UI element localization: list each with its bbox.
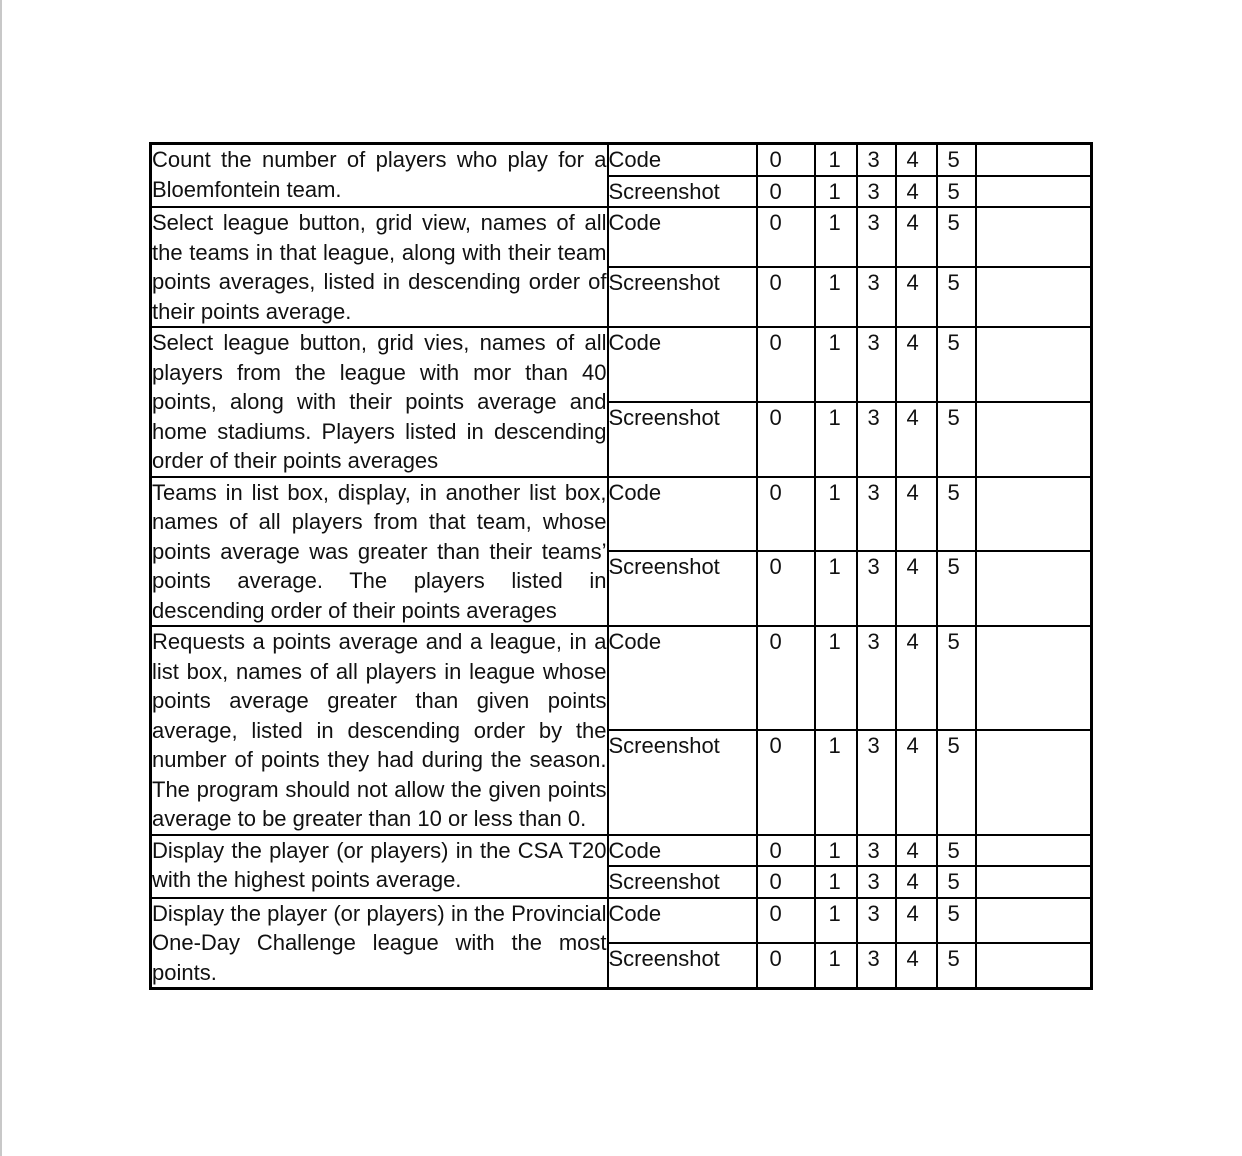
score-option[interactable]: 0 [757,835,815,867]
score-option[interactable]: 4 [896,402,937,477]
score-option[interactable]: 1 [815,176,857,208]
mark-cell[interactable] [976,327,1092,402]
score-option[interactable]: 5 [937,402,976,477]
evidence-type: Code [608,477,757,552]
mark-cell[interactable] [976,551,1092,626]
criterion-row [151,626,1092,730]
score-option[interactable]: 5 [937,835,976,867]
criterion-description: Display the player (or players) in the CSA T20 with the highest points average. [151,835,608,898]
marking-rubric-table [149,142,1093,990]
mark-cell[interactable] [976,866,1092,898]
mark-cell[interactable] [976,730,1092,834]
score-option[interactable]: 0 [757,176,815,208]
criterion-description: Requests a points average and a league, in a list box, names of all players in league whose points average greater than given points average, listed in descending order by the number of points they had during the season. The program should not allow the given points average to be greater than 10 or less than 0. [151,626,608,835]
score-option[interactable]: 0 [757,402,815,477]
score-option[interactable]: 1 [815,207,857,267]
evidence-type: Code [608,626,757,730]
score-option[interactable]: 4 [896,176,937,208]
score-option[interactable]: 1 [815,730,857,834]
score-option[interactable]: 0 [757,898,815,943]
evidence-type: Code [608,898,757,943]
score-option[interactable]: 3 [857,943,896,989]
score-option[interactable]: 3 [857,144,896,176]
evidence-type: Screenshot [608,866,757,898]
mark-cell[interactable] [976,144,1092,176]
criterion-row [151,144,1092,176]
mark-cell[interactable] [976,267,1092,327]
score-option[interactable]: 0 [757,943,815,989]
rubric-body [151,144,1092,989]
score-option[interactable]: 3 [857,176,896,208]
score-option[interactable]: 4 [896,835,937,867]
score-option[interactable]: 1 [815,898,857,943]
criterion-row [151,835,1092,867]
score-option[interactable]: 3 [857,477,896,552]
score-option[interactable]: 3 [857,626,896,730]
score-option[interactable]: 1 [815,551,857,626]
score-option[interactable]: 0 [757,207,815,267]
evidence-type: Code [608,327,757,402]
evidence-type: Screenshot [608,943,757,989]
score-option[interactable]: 0 [757,477,815,552]
score-option[interactable]: 4 [896,626,937,730]
score-option[interactable]: 4 [896,477,937,552]
mark-cell[interactable] [976,477,1092,552]
score-option[interactable]: 5 [937,898,976,943]
score-option[interactable]: 5 [937,626,976,730]
score-option[interactable]: 3 [857,551,896,626]
score-option[interactable]: 1 [815,943,857,989]
criterion-description: Select league button, grid view, names of all the teams in that league, along with their team points averages, listed in descending order of their points average. [151,207,608,327]
score-option[interactable]: 3 [857,207,896,267]
evidence-type: Screenshot [608,267,757,327]
criterion-row [151,207,1092,267]
score-option[interactable]: 5 [937,551,976,626]
score-option[interactable]: 5 [937,943,976,989]
mark-cell[interactable] [976,943,1092,989]
mark-cell[interactable] [976,898,1092,943]
score-option[interactable]: 0 [757,866,815,898]
score-option[interactable]: 1 [815,144,857,176]
score-option[interactable]: 4 [896,551,937,626]
evidence-type: Screenshot [608,730,757,834]
score-option[interactable]: 5 [937,477,976,552]
criterion-description: Select league button, grid vies, names of all players from the league with mor than 40 points, along with their points average and home stadiums. Players listed in descending order of their points averages [151,327,608,477]
score-option[interactable]: 3 [857,267,896,327]
score-option[interactable]: 1 [815,477,857,552]
score-option[interactable]: 5 [937,207,976,267]
score-option[interactable]: 3 [857,866,896,898]
criterion-description: Teams in list box, display, in another list box, names of all players from that team, whose points average was greater than their teams’ points average. The players listed in descending order of their points averages [151,477,608,627]
score-option[interactable]: 1 [815,866,857,898]
score-option[interactable]: 4 [896,267,937,327]
score-option[interactable]: 0 [757,267,815,327]
evidence-type: Screenshot [608,176,757,208]
evidence-type: Screenshot [608,402,757,477]
score-option[interactable]: 4 [896,730,937,834]
criterion-description: Count the number of players who play for a Bloemfontein team. [151,144,608,208]
criterion-description: Display the player (or players) in the Provincial One-Day Challenge league with the most points. [151,898,608,989]
score-option[interactable]: 4 [896,327,937,402]
score-option[interactable]: 4 [896,144,937,176]
score-option[interactable]: 4 [896,866,937,898]
score-option[interactable]: 3 [857,402,896,477]
score-option[interactable]: 1 [815,626,857,730]
score-option[interactable]: 1 [815,835,857,867]
score-option[interactable]: 0 [757,551,815,626]
mark-cell[interactable] [976,402,1092,477]
score-option[interactable]: 4 [896,898,937,943]
score-option[interactable]: 4 [896,207,937,267]
score-option[interactable]: 5 [937,176,976,208]
score-option[interactable]: 5 [937,327,976,402]
score-option[interactable]: 0 [757,626,815,730]
score-option[interactable]: 5 [937,730,976,834]
score-option[interactable]: 1 [815,267,857,327]
score-option[interactable]: 0 [757,144,815,176]
score-option[interactable]: 4 [896,943,937,989]
score-option[interactable]: 5 [937,144,976,176]
score-option[interactable]: 3 [857,898,896,943]
score-option[interactable]: 5 [937,267,976,327]
mark-cell[interactable] [976,626,1092,730]
score-option[interactable]: 3 [857,730,896,834]
criterion-row [151,327,1092,402]
evidence-type: Code [608,144,757,176]
criterion-row [151,898,1092,943]
score-option[interactable]: 0 [757,730,815,834]
mark-cell[interactable] [976,835,1092,867]
evidence-type: Screenshot [608,551,757,626]
criterion-row [151,477,1092,552]
mark-cell[interactable] [976,176,1092,208]
score-option[interactable]: 1 [815,402,857,477]
mark-cell[interactable] [976,207,1092,267]
score-option[interactable]: 3 [857,835,896,867]
score-option[interactable]: 0 [757,327,815,402]
page-left-edge [0,0,2,1156]
evidence-type: Code [608,835,757,867]
score-option[interactable]: 5 [937,866,976,898]
score-option[interactable]: 1 [815,327,857,402]
evidence-type: Code [608,207,757,267]
score-option[interactable]: 3 [857,327,896,402]
